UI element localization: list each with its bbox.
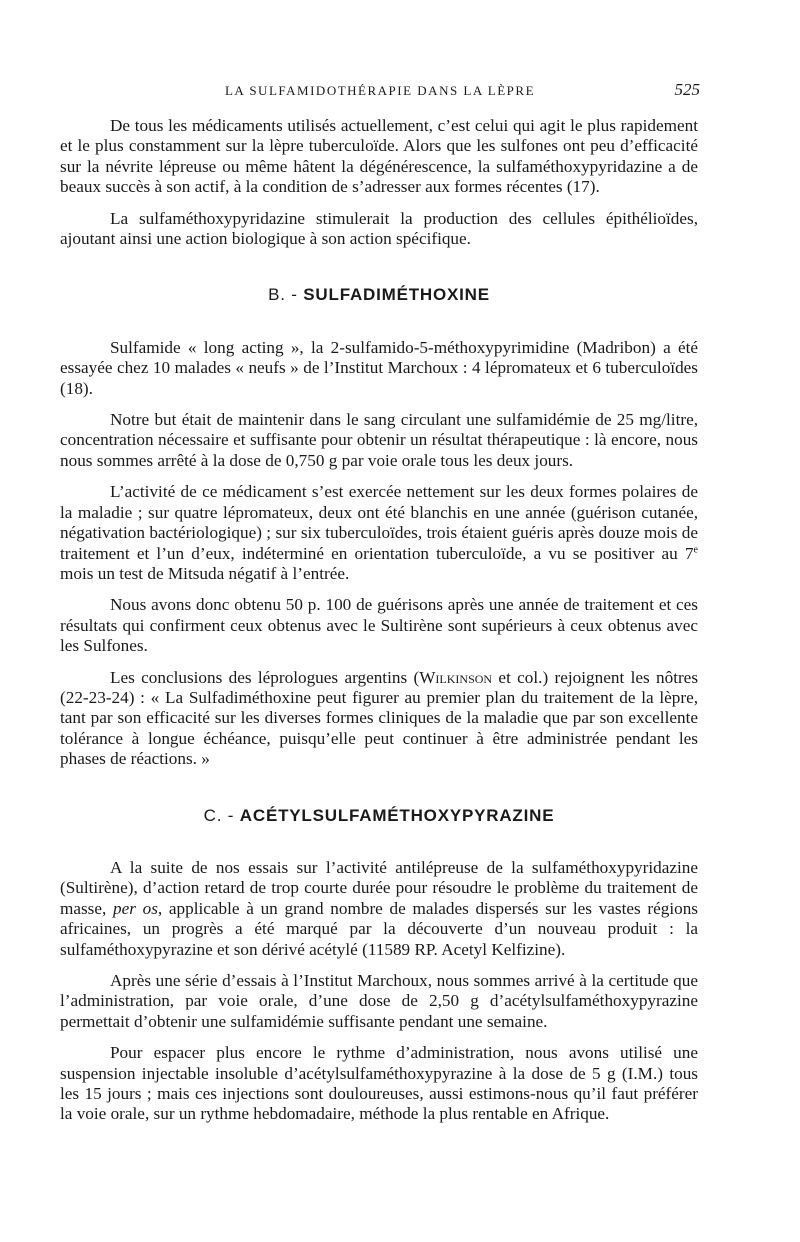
superscript: e <box>693 543 698 555</box>
author-name: Wilkinson <box>419 667 493 687</box>
paragraph: La sulfaméthoxypyridazine stimulerait la production des cellules épithélioïdes, ajoutant ainsi une action biologique à son action spécifique. <box>60 208 698 249</box>
text-run: mois un test de Mitsuda négatif à l’entrée. <box>60 563 350 583</box>
text-run: A la suite de nos essais sur l’activité antilépreuse de la sulfaméthoxypyridazine (Sultirène), d’action retard de trop courte durée pour résoudre le problème du traitement de masse, <box>60 857 698 918</box>
paragraph <box>60 858 698 960</box>
paragraph <box>60 668 698 770</box>
section-heading-b <box>60 285 698 305</box>
section-letter: C. <box>203 805 223 825</box>
section-letter: B. <box>268 285 286 305</box>
text-run: et col.) rejoignent les nôtres (22-23-24) : « La Sulfadiméthoxine peut figurer au premier plan du traitement de la lèpre, tant par son efficacité sur les diverses formes cliniques de la maladie que par son excellente tolérance à longue échéance, puisqu’elle peut continuer à être administrée pendant les phases de réactions. » <box>60 667 699 769</box>
paragraph: Nous avons donc obtenu 50 p. 100 de guérisons après une année de traitement et ces résultats qui confirment ceux obtenus avec le Sultirène sont supérieurs à ceux obtenus avec les Sulfones. <box>60 595 698 656</box>
paragraph: Pour espacer plus encore le rythme d’administration, nous avons utilisé une suspension injectable insoluble d’acétylsulfaméthoxypyrazine à la dose de 5 g (I.M.) tous les 15 jours ; mais ces injections sont douloureuses, aussi estimons-nous qu’il faut préférer la voie orale, sur un rythme hebdomadaire, méthode la plus rentable en Afrique. <box>60 1043 698 1124</box>
text-run: L’activité de ce médicament s’est exercée nettement sur les deux formes polaires de la maladie ; sur quatre lépromateux, deux ont été blanchis en une année (guérison cutanée, négativation bactériologique) ; sur six tuberculoïdes, trois étaient guéris après douze mois de traitement et l’un d’eux, indéterminé en orientation tuberculoïde, a vu se positiver au 7 <box>60 482 698 563</box>
page-number: 525 <box>674 80 700 99</box>
paragraph: De tous les médicaments utilisés actuellement, c’est celui qui agit le plus rapidement et le plus constamment sur la lèpre tuberculoïde. Alors que les sulfones ont peu d’efficacité sur la névrite lépreuse ou même hâtent la dégénérescence, la sulfaméthoxypyridazine a de beaux succès à son actif, à la condition de s’adresser aux formes récentes (17). <box>60 116 698 197</box>
text-run: , applicable à un grand nombre de malades dispersés sur les vastes régions africaines, un progrès a été marqué par la découverte d’un nouveau produit : la sulfaméthoxypyrazine et son dérivé acétylé (11589 RP. Acetyl Kelfizine). <box>60 898 698 959</box>
paragraph: Notre but était de maintenir dans le sang circulant une sulfamidémie de 25 mg/litre, concentration nécessaire et suffisante pour obtenir un résultat thérapeutique : là encore, nous nous sommes arrêté à la dose de 0,750 g par voie orale tous les deux jours. <box>60 410 698 470</box>
section-title: SULFADIMÉTHOXINE <box>303 285 490 305</box>
paragraph <box>60 482 698 584</box>
italic-phrase: per os <box>113 898 158 918</box>
running-title: LA SULFAMIDOTHÉRAPIE DANS LA LÈPRE <box>224 83 536 98</box>
paragraph: Sulfamide « long acting », la 2-sulfamido-5-méthoxypyrimidine (Madribon) a été essayée chez 10 malades « neufs » de l’Institut Marchoux : 4 lépromateux et 6 tuberculoïdes (18). <box>60 337 698 398</box>
page-header <box>60 80 700 104</box>
paragraph: Après une série d’essais à l’Institut Marchoux, nous sommes arrivé à la certitude que l’administration, par voie orale, d’une dose de 2,50 g d’acétylsulfaméthoxypyrazine permettait d’obtenir une sulfamidémie suffisante pendant une semaine. <box>60 971 698 1031</box>
section-heading-c <box>60 806 698 826</box>
section-title: ACÉTYLSULFAMÉTHOXYPYRAZINE <box>239 805 555 825</box>
section-dash: - <box>291 285 298 305</box>
section-dash: - <box>227 805 235 825</box>
page-body <box>60 116 698 1136</box>
text-run: Les conclusions des léprologues argentins ( <box>110 667 420 687</box>
